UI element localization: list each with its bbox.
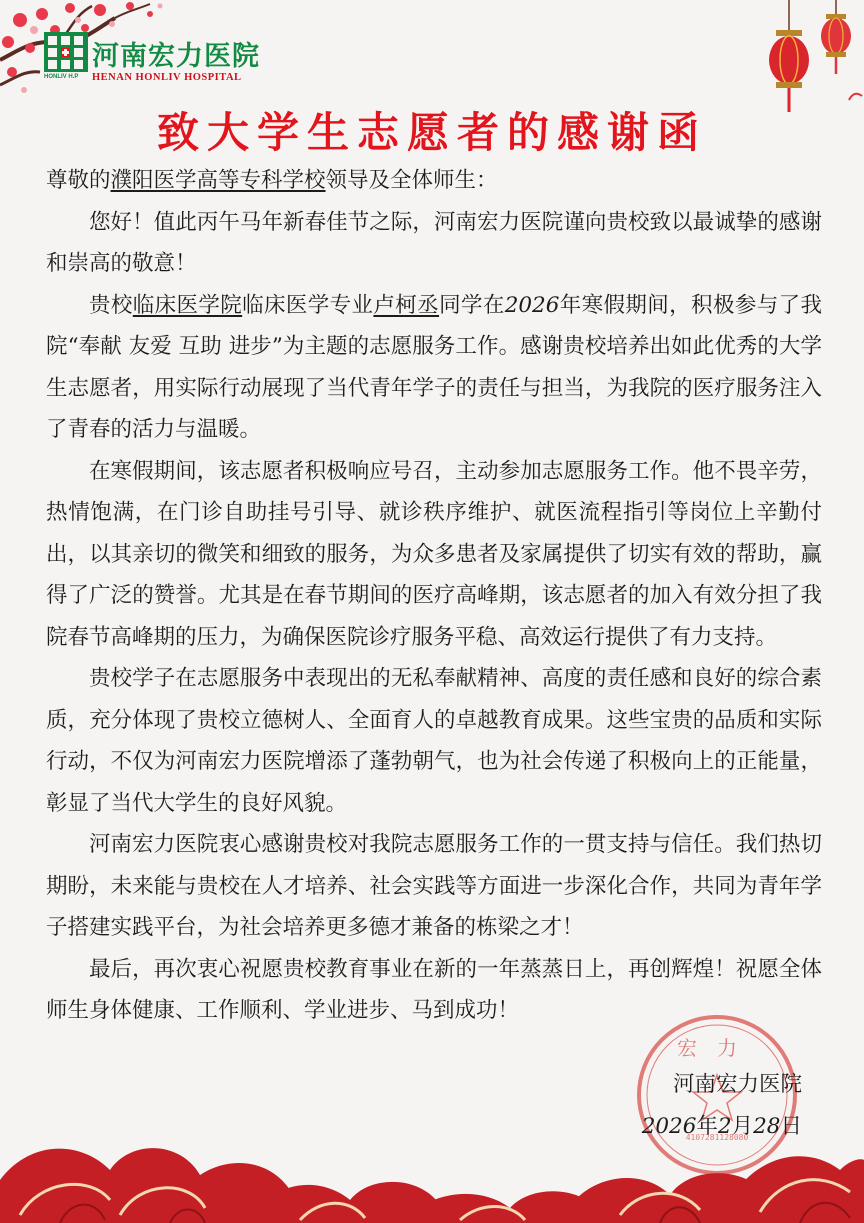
paragraph-greeting: 您好！值此丙午马年新春佳节之际，河南宏力医院谨向贵校致以最诚挚的感谢和崇高的敬意！ [46, 209, 822, 276]
paragraph-volunteer [46, 285, 822, 451]
letter-title: 致大学生志愿者的感谢函 [156, 108, 707, 157]
hospital-logo [44, 32, 276, 88]
text-segment: 临床医学专业 [242, 292, 374, 318]
college-name: 临床医学院 [132, 292, 243, 318]
svg-text:4107281128080: 4107281128080 [685, 1133, 749, 1142]
signature-org: 河南宏力医院 [672, 1072, 802, 1097]
text-segment: 同学在 [439, 292, 505, 318]
year-number: 2026 [504, 292, 560, 318]
paragraph-service: 在寒假期间，该志愿者积极响应号召，主动参加志愿服务工作。他不畏辛劳，热情饱满，在门诊自助挂号引导、就诊秩序维护、就医流程指引等岗位上辛勤付出，以其亲切的微笑和细致的服务，为众多患者及家属提供了切实有效的帮助，赢得了广泛的赞誉。尤其是在春节期间的医疗高峰期，该志愿者的加入有效分担了我院春节高峰期的压力，为确保医院诊疗服务平稳、高效运行提供了有力支持。 [46, 458, 822, 650]
date-year: 2026 [641, 1114, 697, 1139]
text-segment: 贵校 [89, 292, 133, 318]
date-day: 28 [753, 1114, 781, 1139]
hospital-name-cn: 河南宏力医院 [92, 41, 260, 72]
date-unit: 日 [780, 1114, 802, 1139]
paragraph-thanks: 河南宏力医院衷心感谢贵校对我院志愿服务工作的一贯支持与信任。我们热切期盼，未来能与贵校在人才培养、社会实践等方面进一步深化合作，共同为青年学子搭建实践平台，为社会培养更多德才兼备的栋梁之才！ [46, 832, 822, 940]
salutation-prefix: 尊敬的 [46, 168, 111, 193]
school-name: 濮阳医学高等专科学校 [110, 168, 326, 193]
salutation [46, 160, 822, 202]
date-unit: 月 [731, 1114, 754, 1139]
paragraph-praise: 贵校学子在志愿服务中表现出的无私奉献精神、高度的责任感和良好的综合素质，充分体现了贵校立德树人、全面育人的卓越教育成果。这些宝贵的品质和实际行动，不仅为河南宏力医院增添了蓬勃朝气，也为社会传递了积极向上的正能量，彰显了当代大学生的良好风貌。 [46, 666, 822, 816]
hospital-logo-icon [44, 32, 88, 72]
letter-body [46, 160, 822, 1032]
date-month: 2 [717, 1114, 732, 1139]
student-name: 卢柯丞 [373, 292, 440, 318]
svg-text:宏力: 宏力 [677, 1036, 757, 1060]
date-unit: 年 [696, 1114, 718, 1139]
auspicious-cloud-decoration [0, 1120, 864, 1223]
paragraph-wishes: 最后，再次衷心祝愿贵校教育事业在新的一年蒸蒸日上，再创辉煌！祝愿全体师生身体健康、工作顺利、学业进步、马到成功！ [46, 956, 822, 1023]
hospital-name-en: HENAN HONLIV HOSPITAL [92, 72, 242, 83]
text-segment: 年寒假期间，积极参与了我院“奉献 友爱 互助 进步”为主题的志愿服务工作。感谢贵校培养出如此优秀的大学生志愿者，用实际行动展现了当代青年学子的责任与担当，为我院的医疗服务注入了青春的活力与温暖。 [46, 292, 822, 442]
hospital-short-mark: HONLIV H.P [44, 74, 79, 80]
salutation-suffix: 领导及全体师生： [325, 168, 498, 193]
